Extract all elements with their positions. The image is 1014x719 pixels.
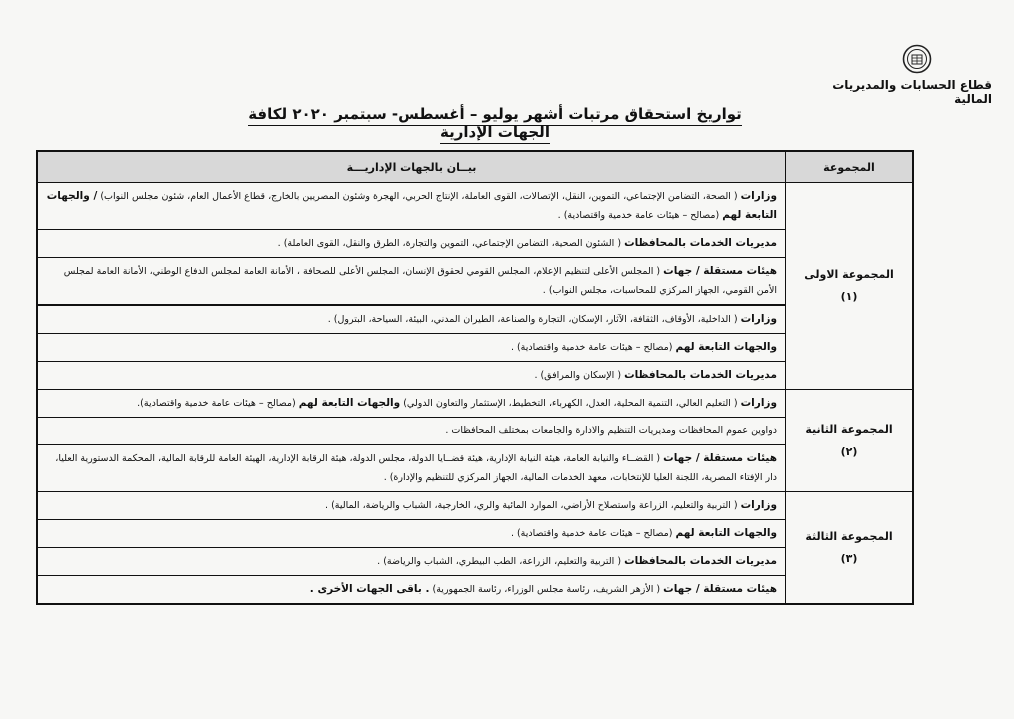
- column-header-statement: بيــان بالجهات الإداريـــة: [37, 151, 786, 183]
- list-item: [38, 306, 785, 334]
- list-item: [38, 492, 785, 520]
- group-name: المجموعة الثانية: [805, 422, 893, 436]
- group-number: (١): [840, 290, 858, 303]
- entry-text: ( التربية والتعليم، الزراعة واستصلاح الأراضي، الموارد المائية والري، الخارجية، الشباب والرياضة، المالية) .: [325, 500, 738, 511]
- entry-label: هيئات مستقلة / جهات: [663, 265, 777, 277]
- entry-label: مديريات الخدمات بالمحافظات: [624, 555, 777, 567]
- entry-label: وزارات: [740, 190, 777, 202]
- entry-label: والجهات التابعة لهم: [298, 397, 401, 409]
- group-row: [37, 183, 913, 390]
- document-title-text: تواريخ استحقاق مرتبات أشهر يوليو – أغسطس- سبتمبر ٢٠٢٠ لكافة الجهات الإدارية: [248, 105, 742, 144]
- list-item: [38, 390, 785, 418]
- entry-label: والجهات التابعة لهم: [675, 341, 777, 353]
- list-item: [38, 418, 785, 445]
- entry-label: وزارات: [740, 397, 777, 409]
- table-header-row: [37, 151, 913, 183]
- group-number: (٢): [840, 444, 858, 458]
- list-item: [38, 548, 785, 576]
- entry-text: (مصالح – هيئات عامة خدمية واقتصادية) .: [557, 210, 720, 221]
- entry-label: مديريات الخدمات بالمحافظات: [624, 369, 777, 381]
- entry-text: ( التربية والتعليم، الزراعة، الطب البيطري، الشباب والرياضة) .: [377, 556, 622, 567]
- entry-label: والجهات التابعة لهم: [675, 527, 777, 539]
- entry-text: ( الإسكان والمرافق) .: [534, 370, 622, 381]
- group-name: المجموعة الثالثة: [805, 529, 893, 543]
- column-header-group: المجموعة: [786, 151, 914, 183]
- entry-text: ( التعليم العالي، التنمية المحلية، العدل، الكهرباء، التخطيط، الإستثمار والتعاون الدولي): [403, 398, 738, 409]
- entry-label: هيئات مستقلة / جهات: [663, 583, 777, 595]
- list-item: [38, 576, 785, 603]
- entry-label: وزارات: [740, 313, 777, 325]
- entry-label: وزارات: [740, 499, 777, 511]
- list-item: [38, 445, 785, 491]
- ministry-seal-icon: [902, 44, 932, 74]
- list-item: [38, 183, 785, 230]
- list-item: [38, 362, 785, 389]
- entry-label: هيئات مستقلة / جهات: [663, 452, 777, 464]
- group-name: المجموعة الاولى: [804, 268, 894, 281]
- entry-text: ( المجلس الأعلى لتنظيم الإعلام، المجلس القومي لحقوق الإنسان، المجلس الأعلى للصحافة ، الأمانة العامة لمجلس الدفاع الوطني، الأمانة العامة لمجلس الأمن القومي، الجهاز المركزي للمحاسبات، مجلس النواب) .: [63, 266, 777, 296]
- entry-text: ( الأزهر الشريف، رئاسة مجلس الوزراء، رئاسة الجمهورية): [432, 584, 661, 595]
- group-cell: [786, 390, 914, 492]
- entry-text: ( الداخلية، الأوقاف، الثقافة، الآثار، الإسكان، التجارة والصناعة، الطيران المدني، البيئة، السياحة، البترول) .: [327, 314, 738, 325]
- list-item: [38, 334, 785, 362]
- group-entries: [37, 492, 786, 605]
- entry-text: (مصالح – هيئات عامة خدمية واقتصادية).: [137, 398, 296, 409]
- group-cell: [786, 183, 914, 390]
- entry-label: مديريات الخدمات بالمحافظات: [624, 237, 777, 249]
- document-title: [225, 105, 765, 141]
- group-number: (٣): [840, 551, 858, 565]
- entry-label: . باقى الجهات الأخرى .: [309, 583, 430, 595]
- organization-name: قطاع الحسابات والمديريات المالية: [832, 78, 992, 106]
- entry-label: / والجهات التابعة لهم: [46, 190, 777, 221]
- entry-text: (مصالح – هيئات عامة خدمية واقتصادية) .: [510, 342, 673, 353]
- salary-schedule-table: [36, 150, 914, 605]
- list-item: [38, 230, 785, 258]
- list-item: [38, 520, 785, 548]
- group-entries: [37, 390, 786, 492]
- entry-text: دواوين عموم المحافظات ومديريات التنظيم والادارة والجامعات بمختلف المحافظات .: [445, 425, 777, 436]
- group-cell: [786, 492, 914, 605]
- entry-text: (مصالح – هيئات عامة خدمية واقتصادية) .: [510, 528, 673, 539]
- group-entries: [37, 183, 786, 390]
- list-item: [38, 258, 785, 306]
- entry-text: ( الشئون الصحية، التضامن الإجتماعي، التموين والتجارة، الطرق والنقل، القوى العاملة) .: [277, 238, 622, 249]
- group-row: [37, 492, 913, 605]
- entry-text: ( الصحة، التضامن الإجتماعي، التموين، النقل، الإتصالات، القوى العاملة، الإنتاج الحربي، الهجرة وشئون المصريين بالخارج، قطاع الأعمال العام، شئون مجلس النواب): [100, 191, 738, 202]
- group-row: [37, 390, 913, 492]
- entry-text: ( القضــاء والنيابة العامة، هيئة النيابة الإدارية، هيئة قضــايا الدولة، مجلس الدولة، هيئة الرقابة الإدارية، الهيئة العامة للرقابة المالية، المحكمة الدستورية العليا، دار الإفتاء المصرية، اللجنة العليا للإنتخابات، معهد الخدمات المالية، الجهاز المركزي للتنظيم والإدارة) .: [55, 453, 777, 483]
